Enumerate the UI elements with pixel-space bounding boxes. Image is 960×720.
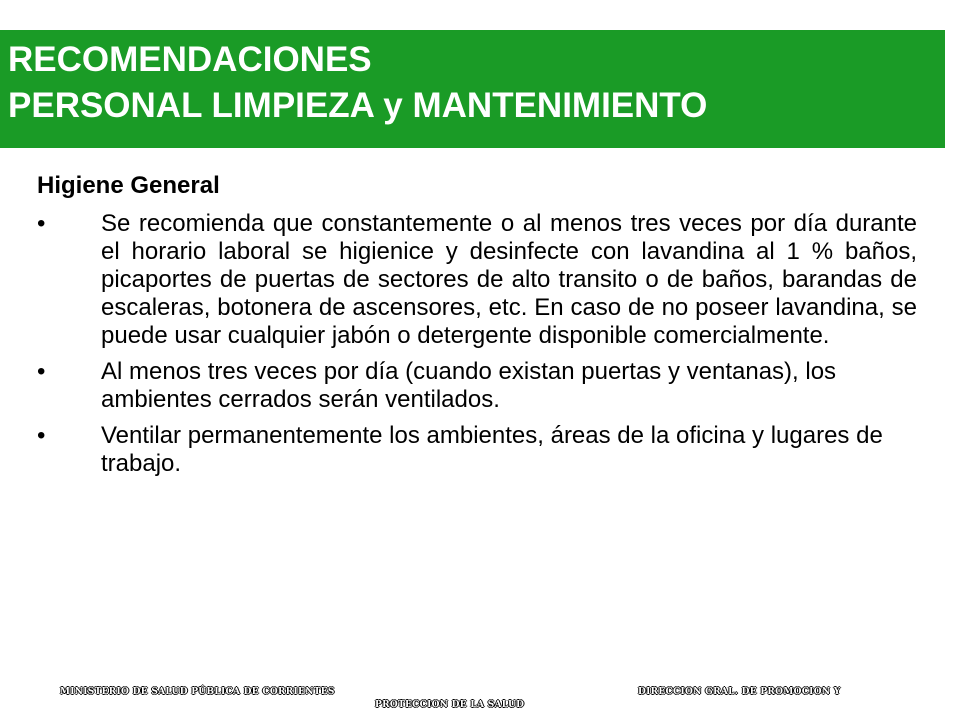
bullet-text: Al menos tres veces por día (cuando existan puertas y ventanas), los ambientes cerrados serán ventilados. bbox=[101, 358, 837, 413]
bullet-list bbox=[37, 210, 917, 478]
footer-ministry: MINISTERIO DE SALUD PÚBLICA DE CORRIENTES bbox=[60, 687, 335, 697]
bullet-text: Se recomienda que constantemente o al menos tres veces por día durante el horario laboral se higienice y desinfecte con lavandina al 1 % baños, picaportes de puertas de sectores de alto transito o de baños, barandas de escaleras, botonera de ascensores, etc. En caso de no poseer lavandina, se puede usar cualquier jabón o detergente disponible comercialmente. bbox=[101, 210, 917, 349]
slide-title-line-2: PERSONAL LIMPIEZA y MANTENIMIENTO bbox=[8, 86, 708, 125]
footer-protection: PROTECCION DE LA SALUD bbox=[375, 700, 525, 710]
bullet-icon: • bbox=[37, 358, 46, 385]
bullet-item bbox=[37, 210, 917, 350]
slide-body bbox=[37, 168, 917, 486]
bullet-item bbox=[37, 422, 917, 478]
bullet-icon: • bbox=[37, 210, 46, 237]
footer-direction: DIRECCION GRAL. DE PROMOCION Y bbox=[638, 687, 841, 697]
bullet-text: Ventilar permanentemente los ambientes, áreas de la oficina y lugares de trabajo. bbox=[101, 422, 883, 477]
bullet-icon: • bbox=[37, 422, 46, 449]
slide-title-line-1: RECOMENDACIONES bbox=[8, 40, 372, 79]
bullet-item bbox=[37, 358, 917, 414]
section-heading: Higiene General bbox=[37, 172, 220, 199]
